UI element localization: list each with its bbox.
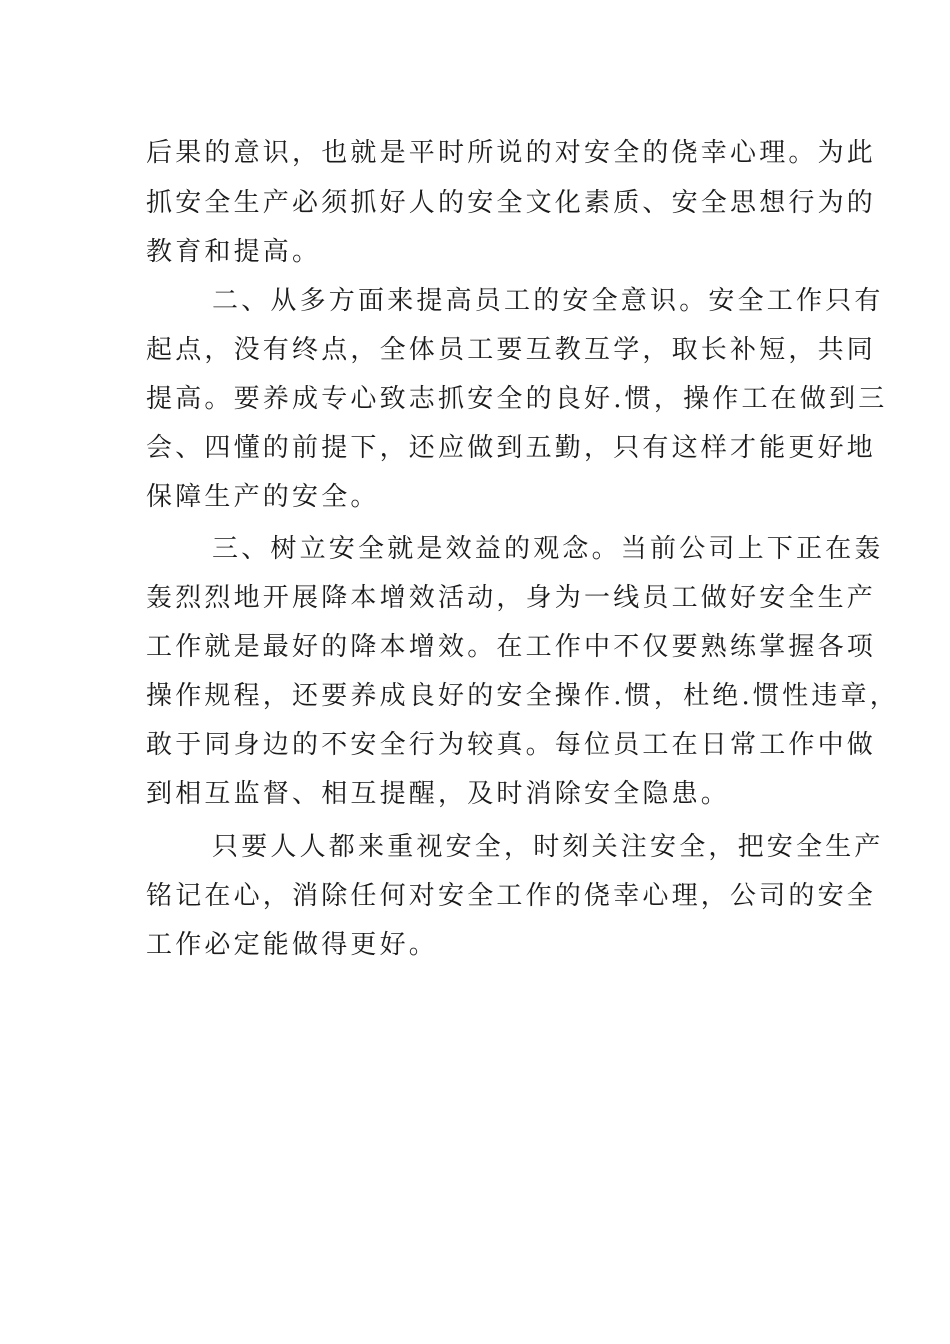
text-line: 保障生产的安全。	[146, 482, 380, 512]
text-line: 起点，没有终点，全体员工要互教互学，取长补短，共同	[146, 335, 877, 365]
text-line: 敢于同身边的不安全行为较真。每位员工在日常工作中做	[146, 730, 877, 760]
text-line: 二、从多方面来提高员工的安全意识。安全工作只有	[212, 286, 884, 316]
text-line: 教育和提高。	[146, 237, 322, 267]
text-line: 后果的意识，也就是平时所说的对安全的侥幸心理。为此	[146, 138, 877, 168]
text-line: 提高。要养成专心致志抓安全的良好.惯，操作工在做到三	[146, 384, 888, 414]
text-line: 抓安全生产必须抓好人的安全文化素质、安全思想行为的	[146, 188, 877, 218]
text-line: 到相互监督、相互提醒，及时消除安全隐患。	[146, 779, 731, 809]
text-line: 工作必定能做得更好。	[146, 930, 439, 960]
text-line: 铭记在心，消除任何对安全工作的侥幸心理，公司的安全	[146, 881, 877, 911]
text-line: 三、树立安全就是效益的观念。当前公司上下正在轰	[212, 534, 884, 564]
text-line: 轰烈烈地开展降本增效活动，身为一线员工做好安全生产	[146, 583, 877, 613]
text-line: 会、四懂的前提下，还应做到五勤，只有这样才能更好地	[146, 433, 877, 463]
text-line: 工作就是最好的降本增效。在工作中不仅要熟练掌握各项	[146, 632, 877, 662]
text-line: 只要人人都来重视安全，时刻关注安全，把安全生产	[212, 832, 884, 862]
text-line: 操作规程，还要养成良好的安全操作.惯，杜绝.惯性违章，	[146, 681, 899, 711]
